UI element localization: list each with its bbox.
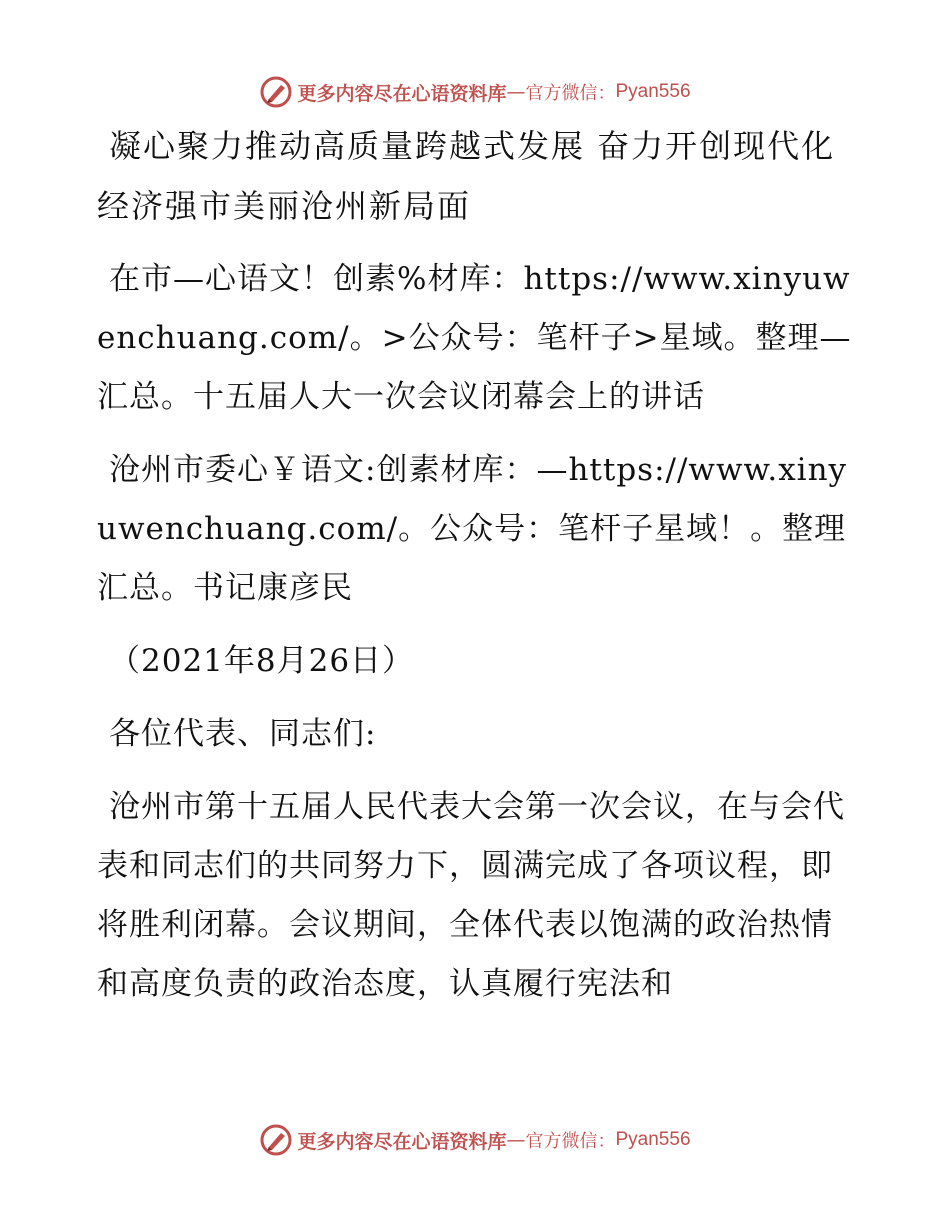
pen-logo-icon xyxy=(259,75,293,109)
banner-separator: — xyxy=(506,81,526,103)
banner-main-text: 更多内容尽在心语资料库 xyxy=(297,1130,507,1153)
banner-wechat-id: Pyan556 xyxy=(615,81,691,102)
document-body xyxy=(97,116,857,1014)
paragraph-date: （2021年8月26日） xyxy=(109,643,415,679)
banner-separator: — xyxy=(506,1129,526,1151)
banner-wechat-label: 官方微信： xyxy=(525,83,616,104)
paragraph-source-1: 在市—心语文！创素%材库：https://www.xinyuwenchuang.com/。>公众号：笔杆子>星域。整理—汇总。十五届人大一次会议闭幕会上的讲话 xyxy=(97,261,852,415)
header-banner xyxy=(0,72,950,112)
paragraph-body: 沧州市第十五届人民代表大会第一次会议，在与会代表和同志们的共同努力下，圆满完成了各项议程，即将胜利闭幕。会议期间，全体代表以饱满的政治热情和高度负责的政治态度，认真履行宪法和 xyxy=(97,789,845,1002)
paragraph-salutation: 各位代表、同志们: xyxy=(109,716,377,752)
footer-banner xyxy=(0,1120,950,1160)
document-title: 凝心聚力推动高质量跨越式发展 奋力开创现代化经济强市美丽沧州新局面 xyxy=(97,127,836,225)
banner-main-text: 更多内容尽在心语资料库 xyxy=(297,82,507,105)
banner-wechat-label: 官方微信： xyxy=(525,1131,616,1152)
pen-logo-icon xyxy=(259,1123,293,1157)
paragraph-source-2: 沧州市委心￥语文:创素材库：—https://www.xinyuwenchuang.com/。公众号：笔杆子星域！。整理汇总。书记康彦民 xyxy=(97,452,848,606)
banner-wechat-id: Pyan556 xyxy=(615,1129,691,1150)
